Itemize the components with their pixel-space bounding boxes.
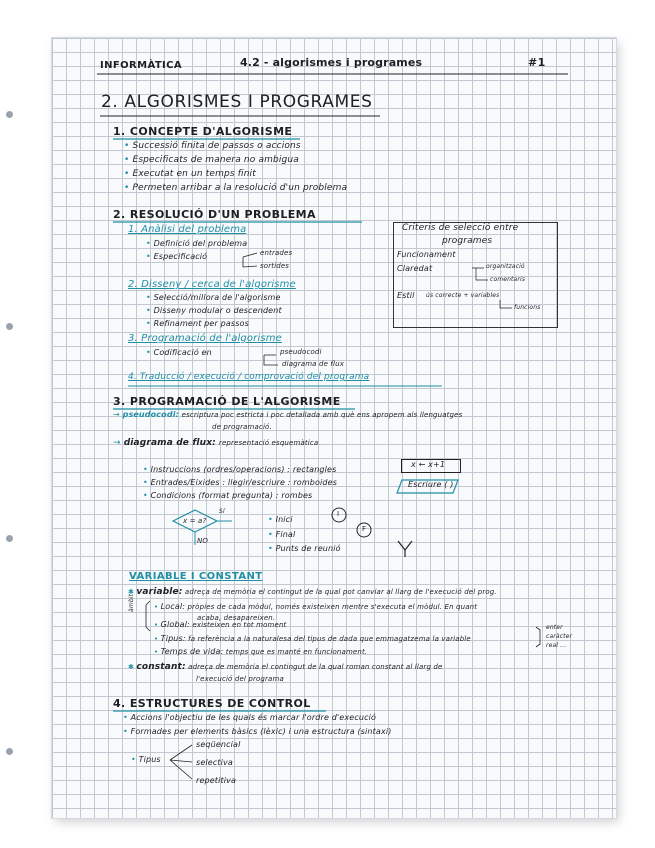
header-subject: INFORMÀTICA: [100, 60, 183, 71]
list-item: • Especificació: [146, 252, 208, 261]
list-item: • Formades per elements bàsics (lèxic) i una estructura (sintaxi): [123, 727, 392, 736]
definition-line: → diagrama de flux: representació esquemàtica: [113, 438, 319, 448]
list-item: • Instruccions (ordres/operacions) : rectangles: [143, 465, 337, 474]
branch-text: enter: [546, 624, 563, 631]
list-item: • Refinament per passos: [146, 319, 249, 328]
diamond-text: x = a?: [183, 517, 207, 525]
section-3-heading: 3. PROGRAMACIÓ DE L'ALGORISME: [113, 395, 341, 408]
criteria-line: Claredat: [397, 264, 433, 273]
criteria-line: Funcionament: [397, 250, 456, 259]
header-page-number: #1: [528, 56, 546, 69]
header-topic: 4.2 - algorismes i programes: [240, 56, 423, 69]
definition-line: • Tipus: fa referència a la naturalesa del tipus de dada que emmagatzema la variable: [154, 634, 471, 643]
list-item: • Executat en un temps finit: [124, 169, 256, 179]
subsection-heading: 2. Disseny / cerca de l'algorisme: [128, 279, 296, 290]
subsection-heading: 4. Traducció / execució / comprovació del programa: [128, 372, 370, 382]
branch-text: diagrama de flux: [282, 360, 344, 368]
list-item: • Punts de reunió: [268, 544, 341, 553]
branch-text: pseudocodi: [280, 348, 322, 356]
subsection-heading: 1. Anàlisi del problema: [128, 224, 247, 235]
criteria-note: ús correcte + variables: [426, 292, 500, 299]
branch-text: seqüencial: [196, 740, 241, 749]
definition-line: • Local: pròpies de cada mòdul, només existeixen mentre s'executa el mòdul. En quant: [154, 602, 478, 611]
list-item: • Selecció/millora de l'algorisme: [146, 293, 281, 302]
page-title: 2. ALGORISMES I PROGRAMES: [101, 92, 373, 112]
branch-text: real ...: [546, 642, 567, 649]
branch-text: comentaris: [490, 276, 526, 283]
section-1-heading: 1. CONCEPTE D'ALGORISME: [113, 125, 293, 138]
list-item: • Accions l'objectiu de les quals és marcar l'ordre d'execució: [123, 713, 377, 722]
list-item: • Inici: [268, 515, 293, 524]
list-item: • Disseny modular o descendent: [146, 306, 282, 315]
list-item: • Tipus: [131, 755, 161, 764]
list-item: • Permeten arribar a la resolució d'un problema: [124, 183, 348, 193]
list-item: • Condicions (format pregunta) : rombes: [143, 491, 313, 500]
list-item: • Final: [268, 530, 296, 539]
definition-line: ✱ constant: adreça de memòria el contingut de la qual roman constant al llarg de: [128, 662, 443, 672]
branch-text: sortides: [260, 262, 290, 270]
io-text: Escriure ( ): [408, 480, 454, 489]
yes-label: Sí: [219, 508, 225, 515]
start-symbol-text: I: [337, 510, 340, 518]
branch-text: caràcter: [546, 633, 573, 640]
criteria-note: funcions: [514, 304, 541, 311]
definition-line: • Global: existeixen en tot moment: [154, 620, 287, 629]
definition-line: → pseudocodi: escriptura poc estricta i poc detallada amb què ens apropem als llenguatges: [113, 410, 463, 419]
definition-line: ✱ variable: adreça de memòria el contingut de la qual pot canviar al llarg de l'execució del prog.: [128, 587, 497, 597]
section-4-heading: 4. ESTRUCTURES DE CONTROL: [113, 697, 311, 710]
definition-line: l'execució del programa: [196, 675, 284, 683]
list-item: • Codificació en: [146, 348, 212, 357]
branch-text: selectiva: [196, 758, 233, 767]
list-item: • Entrades/Eixides : llegir/escriure : romboides: [143, 478, 338, 487]
variables-heading: VARIABLE I CONSTANT: [129, 571, 263, 582]
binder-hole: [6, 111, 13, 118]
instruction-text: x ← x+1: [411, 460, 446, 469]
no-label: NO: [197, 537, 209, 545]
scope-label: àmbit: [128, 593, 135, 612]
list-item: • Definició del problema: [146, 239, 248, 248]
definition-line: • Temps de vida: temps que es manté en funcionament.: [154, 647, 368, 656]
definition-line: acaba, desapareixen.: [197, 614, 276, 622]
branch-text: entrades: [260, 249, 293, 257]
section-2-heading: 2. RESOLUCIÓ D'UN PROBLEMA: [113, 208, 316, 221]
criteria-title: Criteris de selecció entre: [402, 223, 519, 233]
definition-line: de programació.: [212, 423, 272, 431]
binder-hole: [6, 748, 13, 755]
subsection-heading: 3. Programació de l'algorisme: [128, 333, 282, 344]
criteria-title: programes: [442, 236, 493, 246]
criteria-line: Estil: [397, 291, 415, 300]
binder-hole: [6, 323, 13, 330]
list-item: • Especificats de manera no ambigua: [124, 155, 299, 165]
binder-hole: [6, 535, 13, 542]
end-symbol-text: F: [362, 525, 367, 533]
list-item: • Successió finita de passos o accions: [124, 141, 301, 151]
branch-text: repetitiva: [196, 776, 237, 785]
branch-text: organització: [486, 263, 525, 270]
